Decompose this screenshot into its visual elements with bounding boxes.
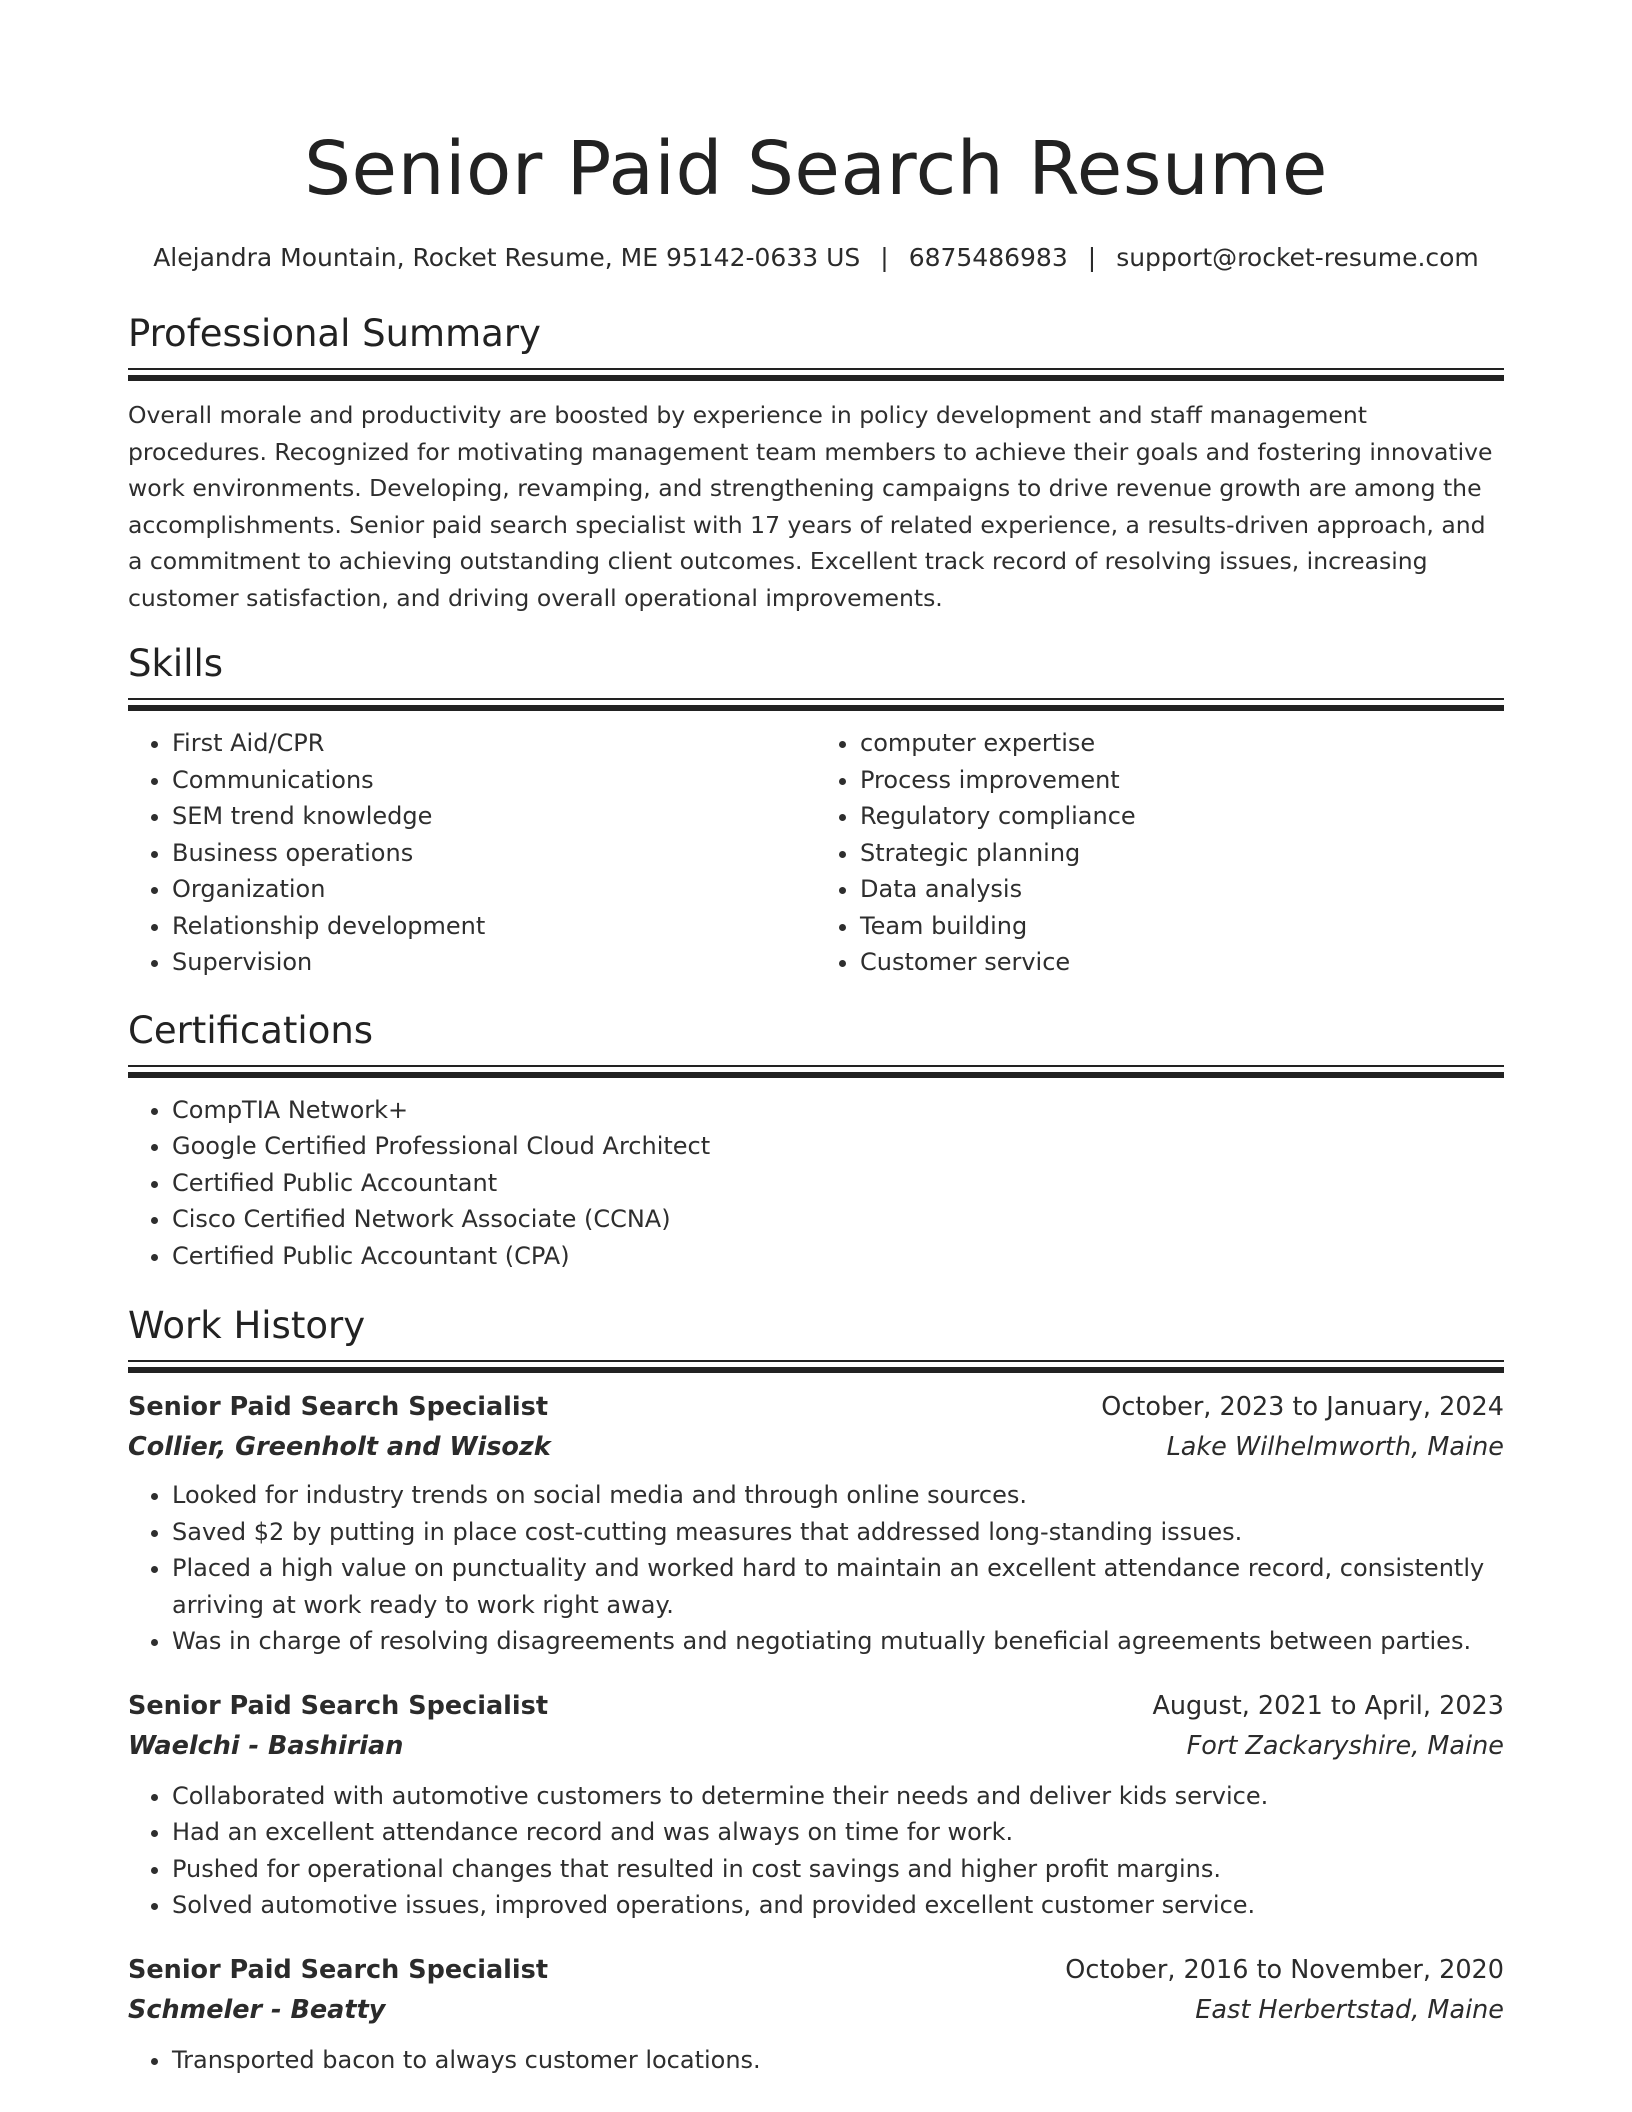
job-entry <box>128 1686 1504 1924</box>
job-bullet: • Saved $2 by putting in place cost-cutting measures that addressed long-standing issues. <box>172 1514 1504 1551</box>
certifications-section <box>128 1007 1504 1275</box>
skill-item: • Supervision <box>172 944 816 981</box>
section-divider <box>128 375 1504 381</box>
skill-item: • Organization <box>172 871 816 908</box>
job-company: Collier, Greenholt and Wisozk <box>128 1432 551 1462</box>
certification-item: • Certified Public Accountant <box>172 1165 1504 1202</box>
job-bullets <box>128 2042 1504 2079</box>
certifications-list <box>128 1092 1504 1275</box>
job-bullet: • Looked for industry trends on social media and through online sources. <box>172 1477 1504 1514</box>
job-bullet: • Collaborated with automotive customers to determine their needs and deliver kids service. <box>172 1778 1504 1815</box>
skill-item: • Communications <box>172 762 816 799</box>
certification-item: • CompTIA Network+ <box>172 1092 1504 1129</box>
summary-section <box>128 310 1504 616</box>
job-location: Fort Zackaryshire, Maine <box>1186 1730 1504 1761</box>
summary-text: Overall morale and productivity are boosted by experience in policy development and staff management procedures. Recognized for motivating management team members to achieve their goals and fostering innovative work environments. Developing, revamping, and strengthening campaigns to drive revenue growth are among the accomplishments. Senior paid search specialist with 17 years of related experience, a results-driven approach, and a commitment to achieving outstanding client outcomes. Excellent track record of resolving issues, increasing customer satisfaction, and driving overall operational improvements. <box>128 401 1493 612</box>
job-bullet: • Was in charge of resolving disagreements and negotiating mutually beneficial agreements between parties. <box>172 1623 1504 1660</box>
job-header <box>128 1686 1504 1726</box>
job-bullet: • Pushed for operational changes that resulted in cost savings and higher profit margins. <box>172 1851 1504 1888</box>
skill-item: • Relationship development <box>172 908 816 945</box>
skill-item: • computer expertise <box>860 725 1504 762</box>
certification-item: • Cisco Certified Network Associate (CCNA) <box>172 1201 1504 1238</box>
section-divider <box>128 705 1504 711</box>
job-title: Senior Paid Search Specialist <box>128 1690 549 1721</box>
job-dates: October, 2016 to November, 2020 <box>1065 1954 1504 1985</box>
job-bullet: • Placed a high value on punctuality and worked hard to maintain an excellent attendance record, consistently arriving at work ready to work right away. <box>172 1550 1504 1623</box>
job-title: Senior Paid Search Specialist <box>128 1954 549 1985</box>
resume-page <box>128 0 1504 2078</box>
job-subheader <box>128 1990 1504 2030</box>
contact-email: support@rocket-resume.com <box>1116 243 1479 272</box>
job-subheader <box>128 1427 1504 1467</box>
job-header <box>128 1387 1504 1427</box>
job-header <box>128 1950 1504 1990</box>
job-dates: August, 2021 to April, 2023 <box>1152 1690 1504 1721</box>
skill-item: • Business operations <box>172 835 816 872</box>
skills-section <box>128 640 1504 981</box>
job-company: Waelchi - Bashirian <box>128 1730 404 1761</box>
job-bullet: • Had an excellent attendance record and was always on time for work. <box>172 1814 1504 1851</box>
contact-separator: | <box>880 243 889 272</box>
skill-item: • Team building <box>860 908 1504 945</box>
section-divider <box>128 368 1504 370</box>
contact-separator: | <box>1087 243 1097 272</box>
section-heading-certifications: Certifications <box>128 1008 374 1052</box>
section-divider <box>128 1367 1504 1373</box>
section-heading-skills: Skills <box>128 642 224 685</box>
certification-item: • Certified Public Accountant (CPA) <box>172 1238 1504 1275</box>
section-divider <box>128 698 1504 700</box>
contact-address: Alejandra Mountain, Rocket Resume, ME 95142-0633 US <box>153 243 861 272</box>
job-title: Senior Paid Search Specialist <box>128 1392 549 1422</box>
skills-grid <box>128 725 1504 981</box>
job-entry <box>128 1950 1504 2079</box>
job-bullet: • Transported bacon to always customer locations. <box>172 2042 1504 2079</box>
job-bullets <box>128 1477 1504 1660</box>
skill-item: • SEM trend knowledge <box>172 798 816 835</box>
skill-item: • Customer service <box>860 944 1504 981</box>
job-location: East Herbertstad, Maine <box>1195 1994 1504 2025</box>
certification-item: • Google Certified Professional Cloud Architect <box>172 1128 1504 1165</box>
section-divider <box>128 1072 1504 1078</box>
work-history-section <box>128 1302 1504 2078</box>
skills-list-right <box>816 725 1504 981</box>
skill-item: • Strategic planning <box>860 835 1504 872</box>
job-bullet: • Solved automotive issues, improved operations, and provided excellent customer service. <box>172 1887 1504 1924</box>
section-heading-work-history: Work History <box>128 1304 366 1347</box>
skill-item: • Process improvement <box>860 762 1504 799</box>
job-dates: October, 2023 to January, 2024 <box>1101 1392 1504 1422</box>
skill-item: • Regulatory compliance <box>860 798 1504 835</box>
skill-item: • First Aid/CPR <box>172 725 816 762</box>
job-bullets <box>128 1778 1504 1924</box>
resume-title: Senior Paid Search Resume <box>304 126 1328 212</box>
contact-phone: 6875486983 <box>908 243 1068 272</box>
section-heading-summary: Professional Summary <box>128 312 541 355</box>
job-subheader <box>128 1726 1504 1766</box>
section-divider <box>128 1360 1504 1362</box>
skills-list-left <box>128 725 816 981</box>
section-divider <box>128 1065 1504 1067</box>
job-company: Schmeler - Beatty <box>128 1994 386 2025</box>
contact-line <box>128 242 1504 274</box>
skill-item: • Data analysis <box>860 871 1504 908</box>
job-entry <box>128 1387 1504 1660</box>
job-location: Lake Wilhelmworth, Maine <box>1166 1432 1504 1462</box>
